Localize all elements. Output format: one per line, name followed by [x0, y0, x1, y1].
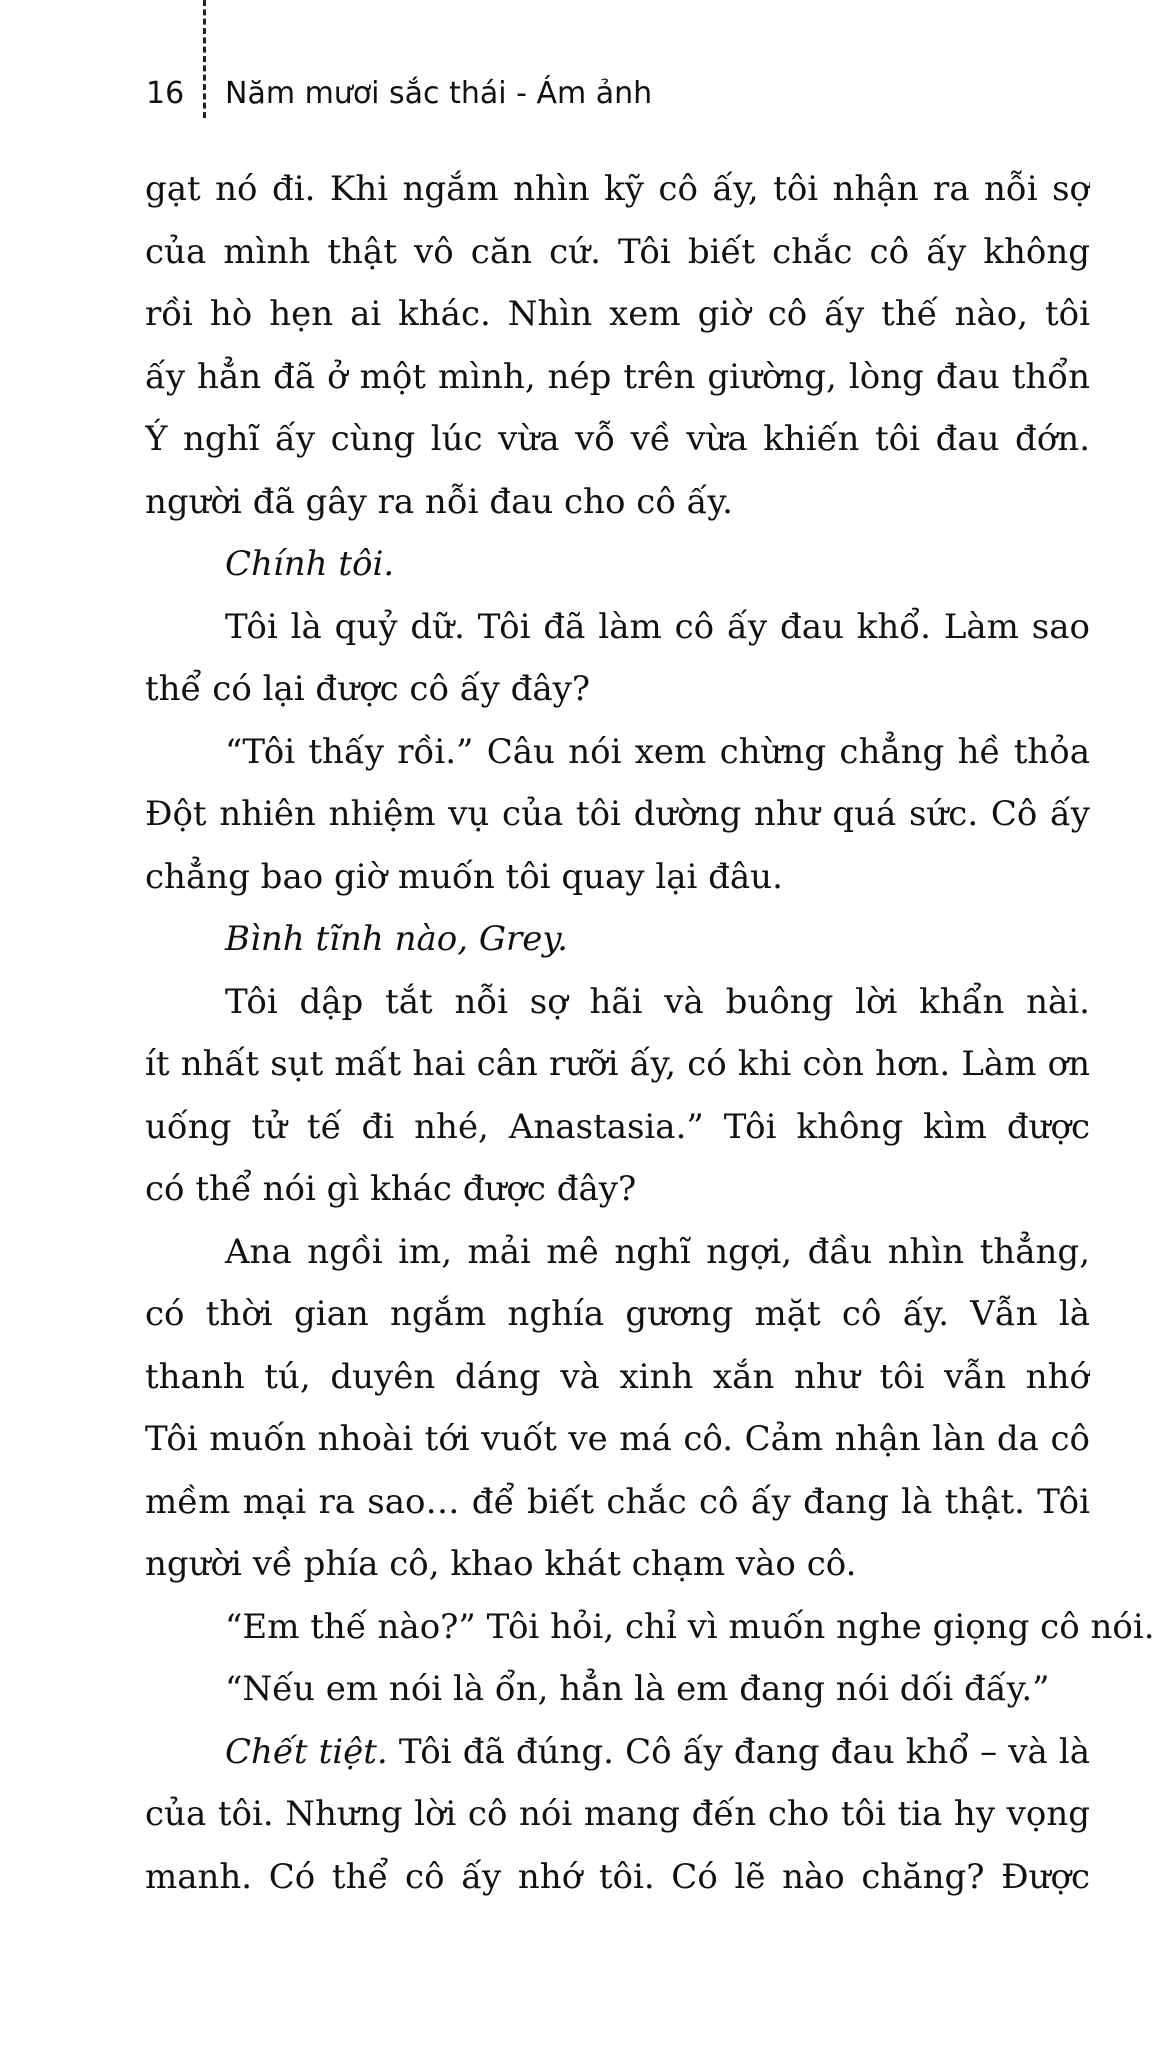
- running-title: Năm mươi sắc thái - Ám ảnh: [225, 76, 653, 111]
- italic-text: Chết tiệt.: [225, 1731, 388, 1772]
- text-run: có thời gian ngắm nghía gương mặt cô ấy. Vẫn là: [145, 1294, 1090, 1334]
- text-run: Tôi muốn nhoài tới vuốt ve má cô. Cảm nhận làn da cô: [145, 1419, 1090, 1459]
- text-line: [145, 1221, 1090, 1284]
- italic-text: Chính tôi.: [225, 544, 395, 584]
- text-run: của mình thật vô căn cứ. Tôi biết chắc cô ấy không: [145, 231, 1090, 272]
- text-line: [145, 1096, 1090, 1159]
- text-line: [145, 1283, 1090, 1346]
- page-number: 16: [146, 76, 185, 111]
- text-run: người về phía cô, khao khát chạm vào cô.: [145, 1544, 857, 1584]
- text-line: [145, 1783, 1090, 1846]
- body-text: [145, 158, 1155, 1908]
- text-run: Đột nhiên nhiệm vụ của tôi dường như quá sức. Cô ấy: [145, 794, 1090, 834]
- text-line: [145, 1658, 1090, 1721]
- text-run: manh. Có thể cô ấy nhớ tôi. Có lẽ nào chăng? Được: [145, 1856, 1090, 1897]
- text-run: “Nếu em nói là ổn, hẳn là em đang nói dối đấy.”: [225, 1669, 1050, 1709]
- text-line: [145, 1846, 1090, 1909]
- text-run: “Em thế nào?” Tôi hỏi, chỉ vì muốn nghe giọng cô nói.: [225, 1606, 1155, 1647]
- text-run: ấy hẳn đã ở một mình, nép trên giường, lòng đau thổn: [145, 356, 1090, 397]
- text-line: [145, 408, 1090, 471]
- italic-text: Bình tĩnh nào, Grey.: [225, 919, 568, 959]
- text-line: [145, 1033, 1090, 1096]
- text-run: của tôi. Nhưng lời cô nói mang đến cho tôi tia hy vọng: [145, 1794, 1090, 1834]
- text-run: rồi hò hẹn ai khác. Nhìn xem giờ cô ấy thế nào, tôi: [145, 294, 1090, 334]
- text-line: [145, 908, 1090, 971]
- text-line: [145, 1408, 1090, 1471]
- text-run: Ana ngồi im, mải mê nghĩ ngợi, đầu nhìn thẳng,: [225, 1231, 1090, 1272]
- text-line: [145, 1471, 1090, 1534]
- text-line: [145, 1596, 1155, 1659]
- header-divider: [203, 0, 206, 118]
- text-line: [145, 721, 1090, 784]
- text-line: [145, 846, 1090, 909]
- text-run: Tôi dập tắt nỗi sợ hãi và buông lời khẩn nài.: [225, 981, 1090, 1022]
- text-run: chẳng bao giờ muốn tôi quay lại đâu.: [145, 856, 783, 897]
- text-run: Ý nghĩ ấy cùng lúc vừa vỗ về vừa khiến tôi đau đớn.: [145, 419, 1090, 459]
- text-line: [145, 471, 1090, 534]
- text-run: mềm mại ra sao… để biết chắc cô ấy đang là thật. Tôi: [145, 1481, 1090, 1522]
- text-run: Tôi đã đúng. Cô ấy đang đau khổ – và là: [398, 1731, 1090, 1772]
- text-line: [145, 1721, 1090, 1784]
- text-line: [145, 783, 1090, 846]
- text-line: [145, 1158, 1090, 1221]
- text-run: thanh tú, duyên dáng và xinh xắn như tôi vẫn nhớ: [145, 1356, 1090, 1397]
- text-run: người đã gây ra nỗi đau cho cô ấy.: [145, 481, 733, 522]
- text-run: uống tử tế đi nhé, Anastasia.” Tôi không kìm được: [145, 1106, 1090, 1147]
- text-line: [145, 971, 1090, 1034]
- text-line: [145, 283, 1090, 346]
- text-line: [145, 533, 1090, 596]
- text-run: Tôi là quỷ dữ. Tôi đã làm cô ấy đau khổ. Làm sao: [225, 606, 1090, 647]
- text-run: gạt nó đi. Khi ngắm nhìn kỹ cô ấy, tôi nhận ra nỗi sợ: [145, 169, 1090, 209]
- text-run: ít nhất sụt mất hai cân rưỡi ấy, có khi còn hơn. Làm ơn: [145, 1044, 1090, 1084]
- text-line: [145, 221, 1090, 284]
- text-line: [145, 1533, 1090, 1596]
- text-line: [145, 658, 1090, 721]
- text-line: [145, 158, 1090, 221]
- text-line: [145, 596, 1090, 659]
- text-line: [145, 346, 1090, 409]
- text-line: [145, 1346, 1090, 1409]
- text-run: thể có lại được cô ấy đây?: [145, 669, 591, 709]
- text-run: có thể nói gì khác được đây?: [145, 1169, 637, 1209]
- text-run: “Tôi thấy rồi.” Câu nói xem chừng chẳng hề thỏa: [225, 731, 1090, 772]
